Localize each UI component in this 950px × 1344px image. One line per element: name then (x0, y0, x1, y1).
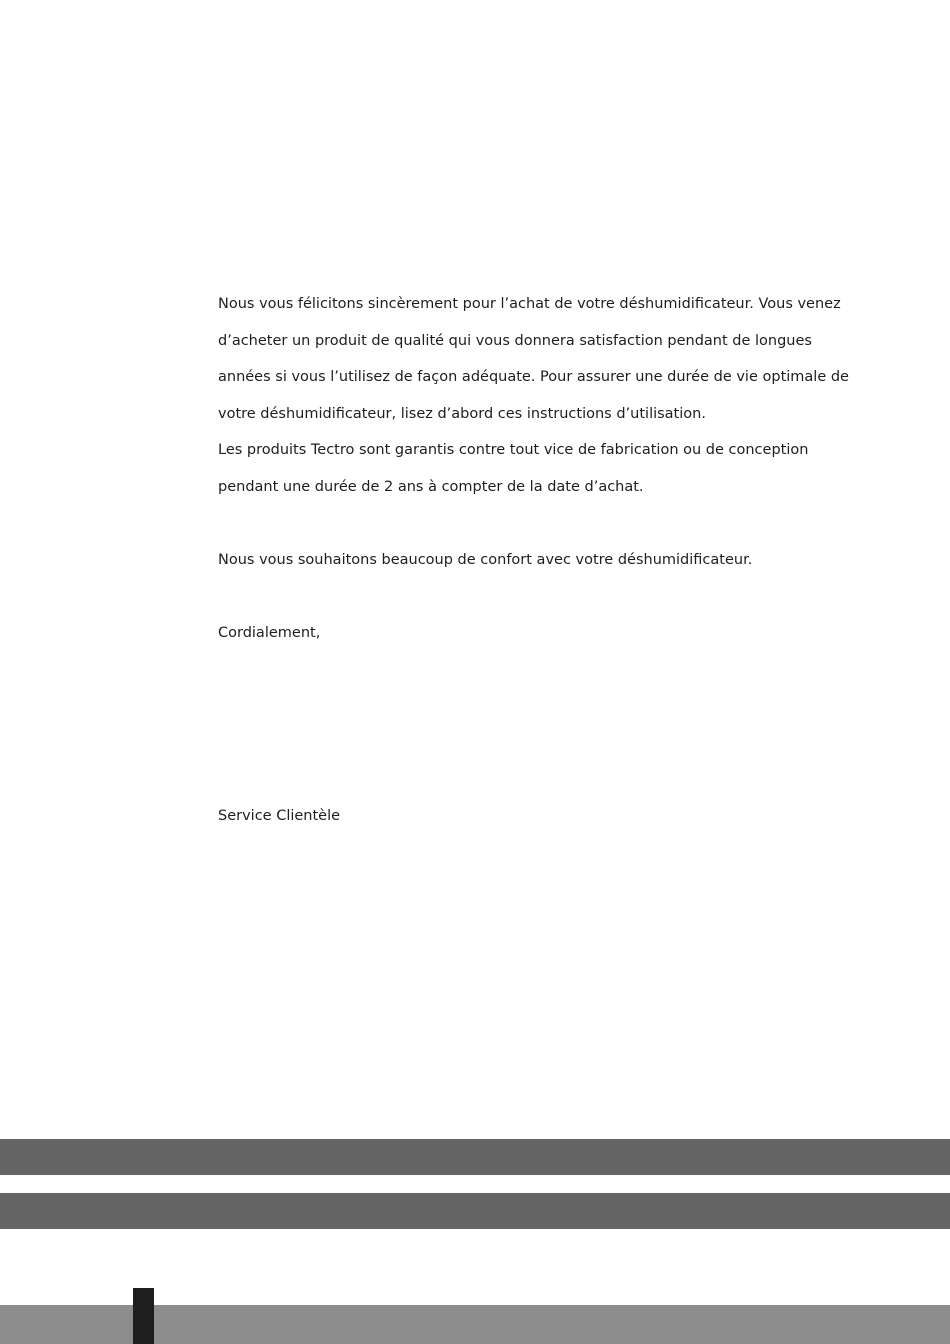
decorative-bar-top (0, 1139, 950, 1175)
paragraph-spacer (218, 506, 868, 543)
intro-paragraph: Nous vous félicitons sincèrement pour l’achat de votre déshumidificateur. Vous venez d’acheter un produit de qualité qui vous donnera satisfaction pendant de longues années si vous l’utilisez de façon adéquate. Pour assurer une durée de vie optimale de votre déshumidificateur, lisez d’abord ces instructions d’utilisation. (218, 296, 849, 422)
signature-spacer (218, 652, 868, 798)
decorative-bar-bottom (0, 1193, 950, 1229)
wishes-paragraph: Nous vous souhaitons beaucoup de confort avec votre déshumidificateur. (218, 552, 753, 569)
warranty-paragraph: Les produits Tectro sont garantis contre tout vice de fabrication ou de conception pendant une durée de 2 ans à compter de la date d’achat. (218, 442, 809, 495)
letter-body (218, 286, 868, 835)
paragraph-spacer (218, 579, 868, 616)
signature-line: Service Clientèle (218, 807, 341, 824)
closing-line: Cordialement, (218, 625, 321, 642)
footer-page-tab (133, 1288, 154, 1344)
